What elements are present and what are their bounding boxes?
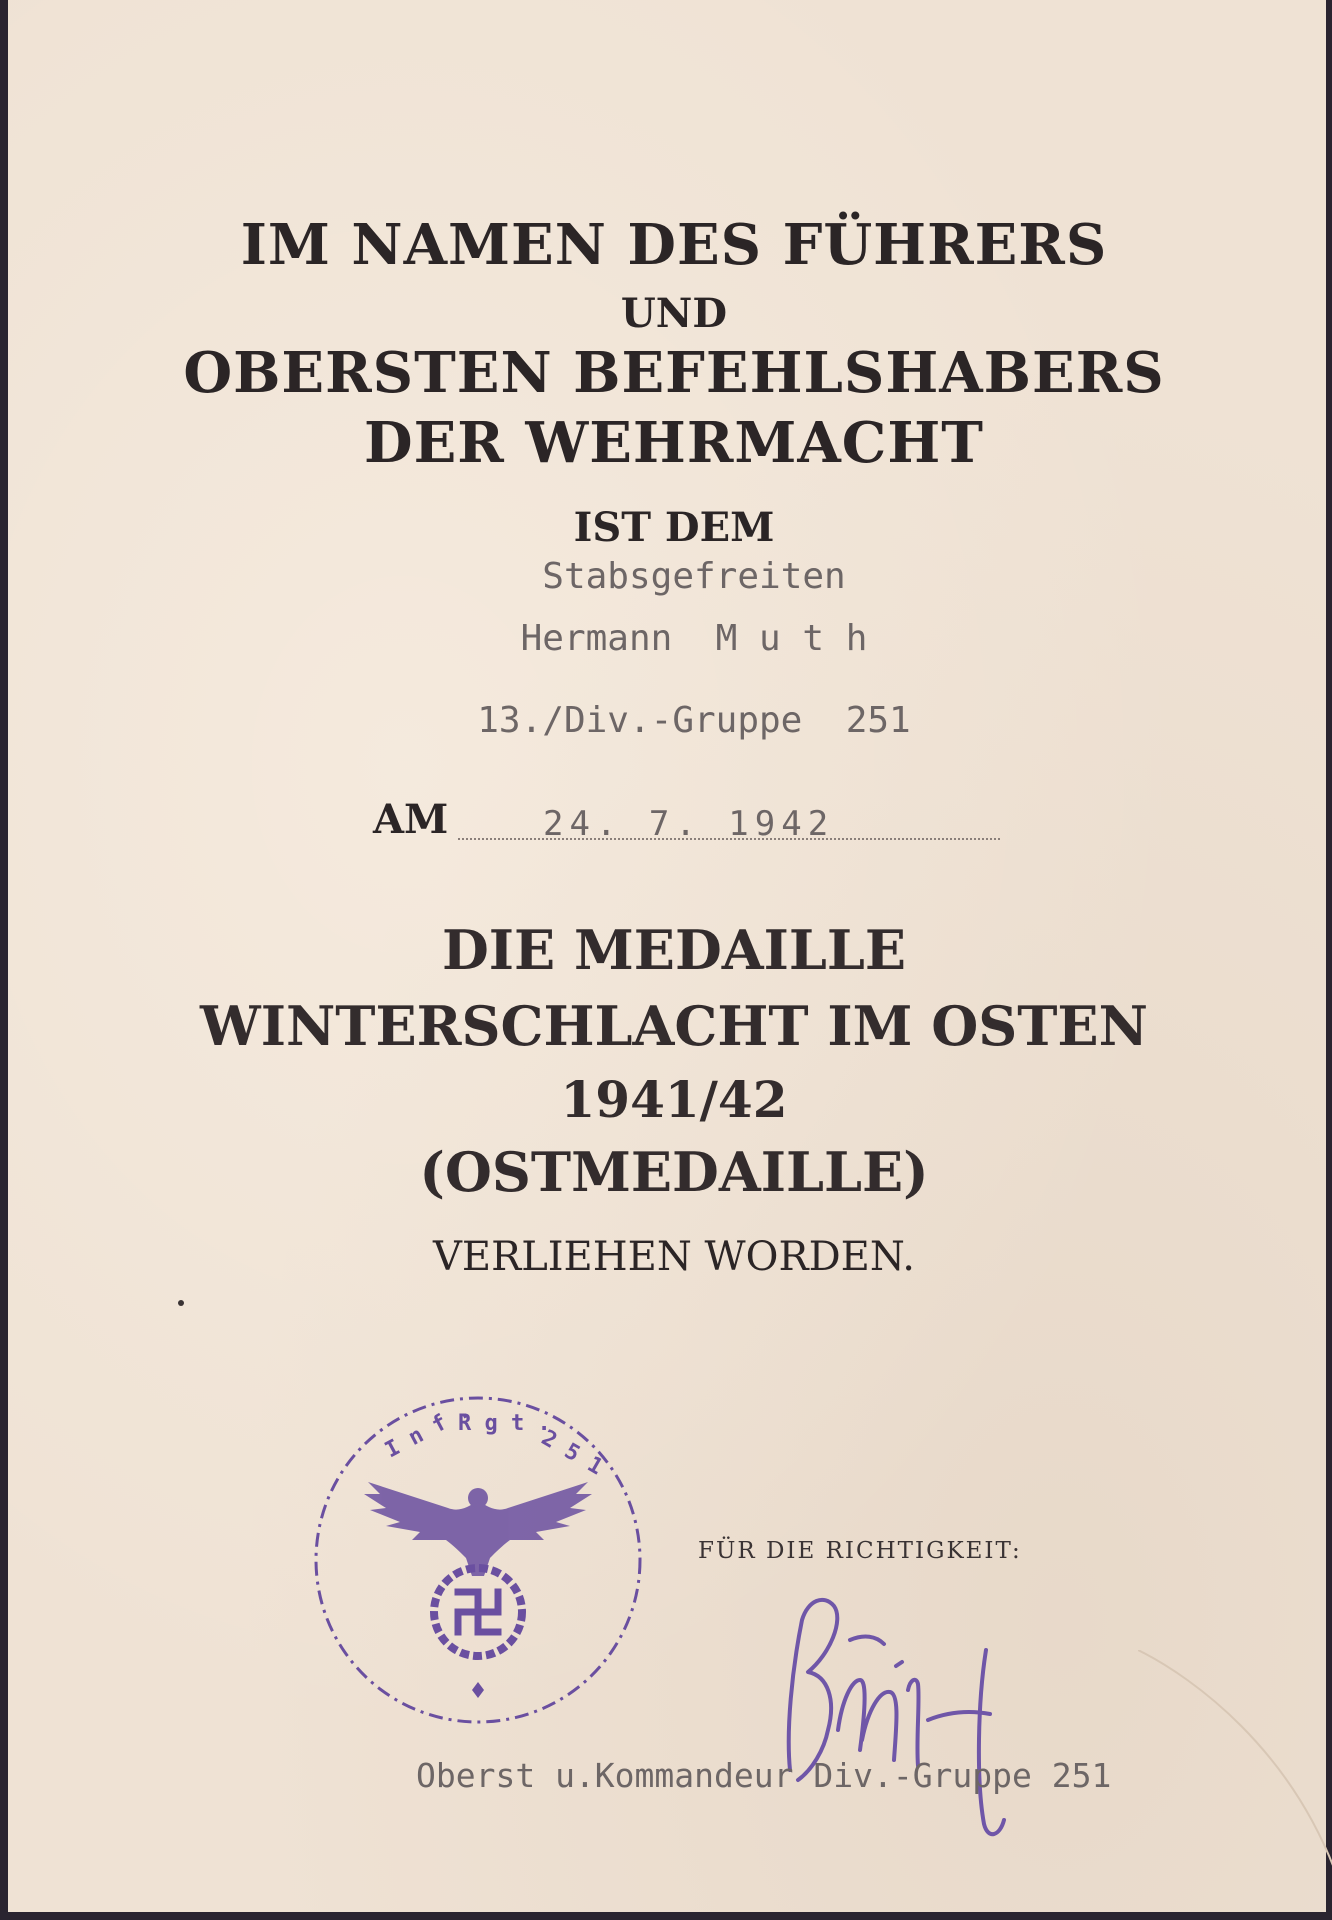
heading-line-4: DER WEHRMACHT xyxy=(364,410,984,476)
date-label: AM xyxy=(373,796,449,843)
svg-text:2 5 1: 2 5 1 xyxy=(537,1425,607,1481)
certificate-paper xyxy=(8,0,1326,1912)
recipient-rank: Stabsgefreiten xyxy=(542,556,846,597)
award-date: 24. 7. 1942 xyxy=(543,804,835,844)
conferred-text: VERLIEHEN WORDEN. xyxy=(432,1234,915,1280)
award-line-3: 1941/42 xyxy=(560,1070,788,1129)
ist-dem-text: IST DEM xyxy=(573,504,775,551)
award-line-1: DIE MEDAILLE xyxy=(441,918,907,982)
award-line-4: (OSTMEDAILLE) xyxy=(419,1140,929,1204)
official-stamp-seal xyxy=(308,1390,648,1730)
recipient-unit: 13./Div.-Gruppe 251 xyxy=(477,700,911,741)
heading-line-3: OBERSTEN BEFEHLSHABERS xyxy=(183,340,1165,406)
heading-line-1: IM NAMEN DES FÜHRERS xyxy=(240,212,1108,278)
handwritten-signature xyxy=(768,1580,1068,1840)
paper-speck xyxy=(178,1300,184,1306)
heading-line-2: UND xyxy=(620,290,728,337)
signatory-title: Oberst u.Kommandeur Div.-Gruppe 251 xyxy=(416,1756,1112,1795)
award-line-2: WINTERSCHLACHT IM OSTEN xyxy=(200,994,1148,1058)
recipient-name: Hermann M u t h xyxy=(520,618,868,659)
attestation-label: FÜR DIE RICHTIGKEIT: xyxy=(698,1538,1022,1564)
svg-text:I n f .: I n f . xyxy=(381,1397,475,1464)
paper-fold-crease xyxy=(1138,1650,1332,1870)
svg-text:R g t .: R g t . xyxy=(458,1411,551,1436)
